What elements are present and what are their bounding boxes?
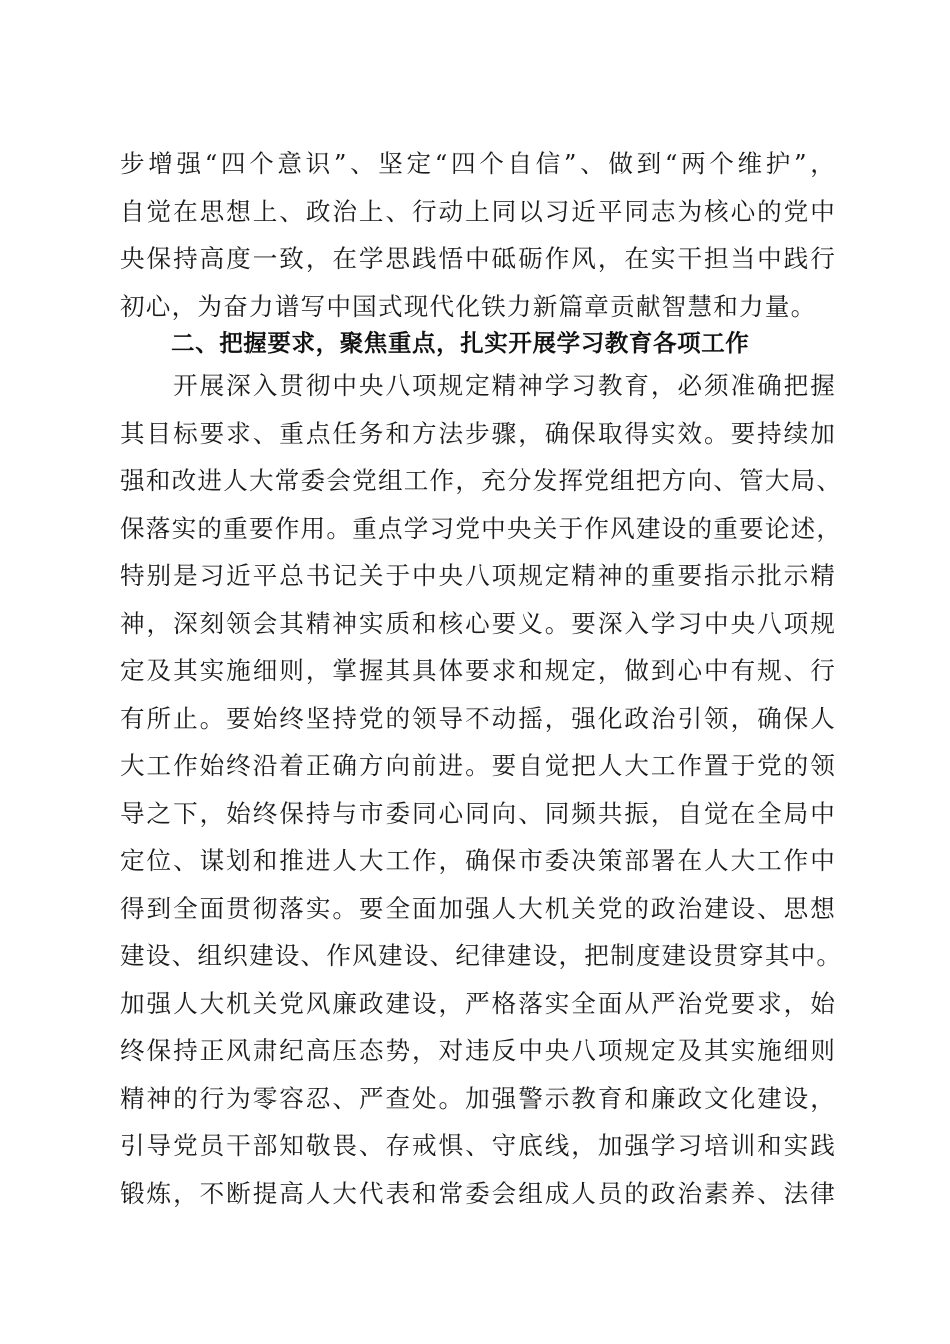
paragraph-line: 建设、组织建设、作风建设、纪律建设，把制度建设贯穿其中。 (120, 941, 843, 970)
paragraph-line: 自觉在思想上、政治上、行动上同以习近平同志为核心的党中 (120, 196, 836, 226)
paragraph-continued (120, 140, 836, 330)
section-heading: 二、把握要求，聚焦重点，扎实开展学习教育各项工作 (171, 329, 750, 357)
paragraph-line: 保落实的重要作用。重点学习党中央关于作风建设的重要论述， (120, 513, 843, 543)
paragraph-line: 定位、谋划和推进人大工作，确保市委决策部署在人大工作中 (120, 846, 836, 875)
paragraph-line: 锻炼，不断提高人大代表和常委会组成人员的政治素养、法律 (120, 1178, 836, 1208)
paragraph-line: 引导党员干部知敬畏、存戒惧、守底线，加强学习培训和实践 (120, 1131, 836, 1160)
paragraph-line: 神，深刻领会其精神实质和核心要义。要深入学习中央八项规 (120, 608, 836, 638)
paragraph-line: 开展深入贯彻中央八项规定精神学习教育，必须准确把握 (120, 371, 836, 400)
paragraph-line: 加强人大机关党风廉政建设，严格落实全面从严治党要求，始 (120, 988, 836, 1018)
paragraph-line: 精神的行为零容忍、严查处。加强警示教育和廉政文化建设， (120, 1083, 836, 1113)
paragraph-line: 其目标要求、重点任务和方法步骤，确保取得实效。要持续加 (120, 418, 836, 448)
paragraph-line: 得到全面贯彻落实。要全面加强人大机关党的政治建设、思想 (120, 893, 836, 923)
paragraph-line: 大工作始终沿着正确方向前进。要自觉把人大工作置于党的领 (120, 751, 836, 780)
paragraph-line: 步增强“四个意识”、坚定“四个自信”、做到“两个维护”， (120, 149, 836, 178)
paragraph-line: 有所止。要始终坚持党的领导不动摇，强化政治引领，确保人 (120, 703, 836, 733)
paragraph-line: 特别是习近平总书记关于中央八项规定精神的重要指示批示精 (120, 561, 836, 590)
paragraph-line: 央保持高度一致，在学思践悟中砥砺作风，在实干担当中践行 (120, 244, 836, 273)
paragraph-line: 终保持正风肃纪高压态势，对违反中央八项规定及其实施细则 (120, 1036, 836, 1065)
paragraph-line: 强和改进人大常委会党组工作，充分发挥党组把方向、管大局、 (120, 466, 843, 495)
paragraph-line: 初心，为奋力谱写中国式现代化铁力新篇章贡献智慧和力量。 (120, 291, 817, 321)
paragraph-line: 定及其实施细则，掌握其具体要求和规定，做到心中有规、行 (120, 656, 836, 685)
paragraph-main (120, 362, 843, 1217)
paragraph-line: 导之下，始终保持与市委同心同向、同频共振，自觉在全局中 (120, 798, 836, 828)
